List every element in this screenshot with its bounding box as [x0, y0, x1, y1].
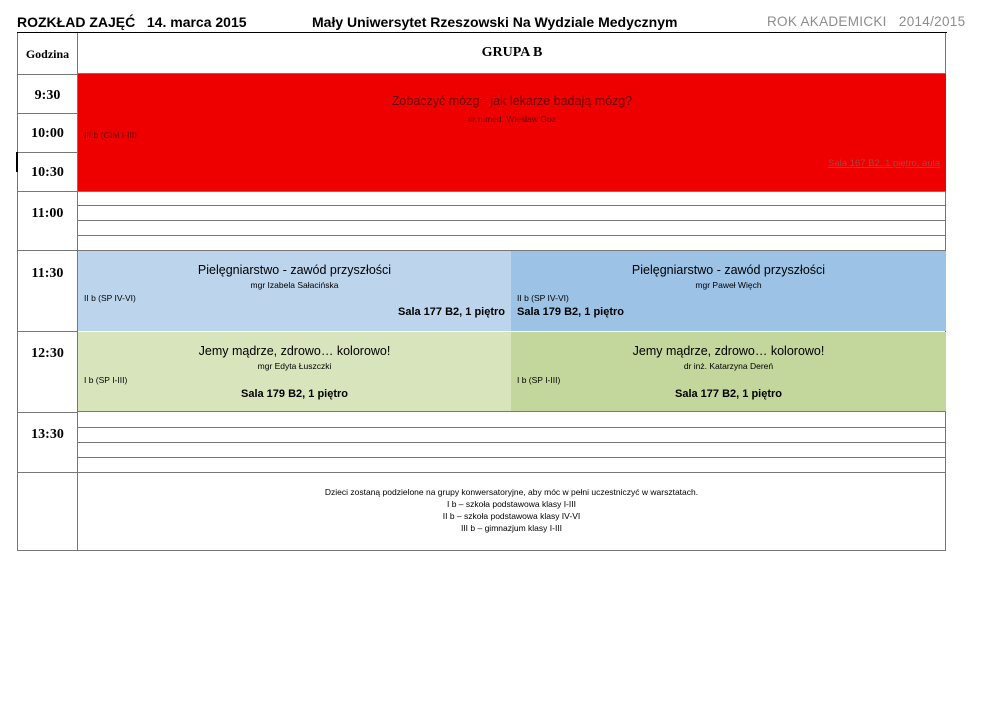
notes-line: II b – szkoła podstawowa klasy IV-VI [442, 511, 581, 521]
row-line [78, 205, 946, 206]
row-line [17, 331, 78, 332]
session-teacher: dr n.med. Wiesław Guz [468, 114, 556, 124]
schedule-heading: ROZKŁAD ZAJĘĆ 14. marca 2015 [17, 14, 247, 30]
time-label: 10:00 [31, 126, 64, 141]
session-group: II b (SP IV-VI) [84, 293, 136, 303]
time-label: 13:30 [31, 427, 64, 442]
session-group: I b (SP I-III) [517, 375, 561, 385]
session-nursing-right [511, 251, 946, 331]
session-room: Sala 177 B2, 1 piętro [675, 388, 782, 400]
row-line [17, 74, 78, 75]
group-notes [78, 486, 945, 534]
session-title: Pielęgniarstwo - zawód przyszłości [631, 263, 826, 277]
row-line [17, 191, 78, 192]
notes-intro: Dzieci zostaną podzielone na grupy konwersatoryjne, aby móc w pełni uczestniczyć w warsztatach. [324, 487, 699, 497]
session-room: Sala 167 B2, 1 piętro, aula [828, 158, 940, 169]
row-line [78, 457, 946, 458]
row-line [78, 220, 946, 221]
session-nursing-left [78, 251, 511, 331]
row-line [78, 191, 946, 192]
row-line [78, 472, 946, 473]
row-line [78, 411, 946, 412]
time-label: 11:30 [31, 266, 64, 281]
academic-year: ROK AKADEMICKI 2014/2015 [767, 14, 966, 29]
row-line [17, 412, 78, 413]
time-label: 11:00 [31, 206, 64, 221]
session-teacher: mgr Izabela Sałacińska [250, 280, 339, 290]
time-label: 10:30 [31, 165, 64, 180]
session-teacher: mgr Edyta Łuszczki [257, 361, 332, 371]
session-teacher: mgr Paweł Więch [695, 280, 762, 290]
session-title: Jemy mądrze, zdrowo… kolorowo! [632, 344, 825, 358]
row-line [17, 152, 78, 153]
session-group: I b (SP I-III) [84, 375, 128, 385]
session-title: Pielęgniarstwo - zawód przyszłości [197, 263, 392, 277]
edge-mark [16, 152, 18, 172]
notes-line: III b – gimnazjum klasy I-III [460, 523, 563, 533]
time-label: 12:30 [31, 346, 64, 361]
row-line [17, 472, 78, 473]
session-brain [78, 74, 946, 191]
row-line [17, 250, 78, 251]
institution-title: Mały Uniwersytet Rzeszowski Na Wydziale Medycznym [312, 14, 678, 30]
row-line [78, 442, 946, 443]
group-column-header: GRUPA B [481, 45, 543, 60]
session-room: Sala 177 B2, 1 piętro [398, 306, 505, 318]
row-line [78, 427, 946, 428]
session-teacher: dr inż. Katarzyna Dereń [683, 361, 774, 371]
session-title: Zobaczyć mózg - jak lekarze badają mózg? [391, 94, 633, 108]
session-room: Sala 179 B2, 1 piętro [517, 306, 624, 318]
row-line [17, 113, 78, 114]
row-line [78, 235, 946, 236]
session-group: II b (SP IV-VI) [517, 293, 569, 303]
session-food-right [511, 332, 946, 411]
notes-line: I b – szkoła podstawowa klasy I-III [447, 499, 576, 509]
time-label: 9:30 [34, 88, 61, 103]
session-room: Sala 179 B2, 1 piętro [241, 388, 348, 400]
session-food-left [78, 332, 511, 411]
hour-column-header: Godzina [25, 47, 70, 61]
session-title: Jemy mądrze, zdrowo… kolorowo! [198, 344, 391, 358]
session-group: III b (GIM I-III) [84, 130, 137, 140]
